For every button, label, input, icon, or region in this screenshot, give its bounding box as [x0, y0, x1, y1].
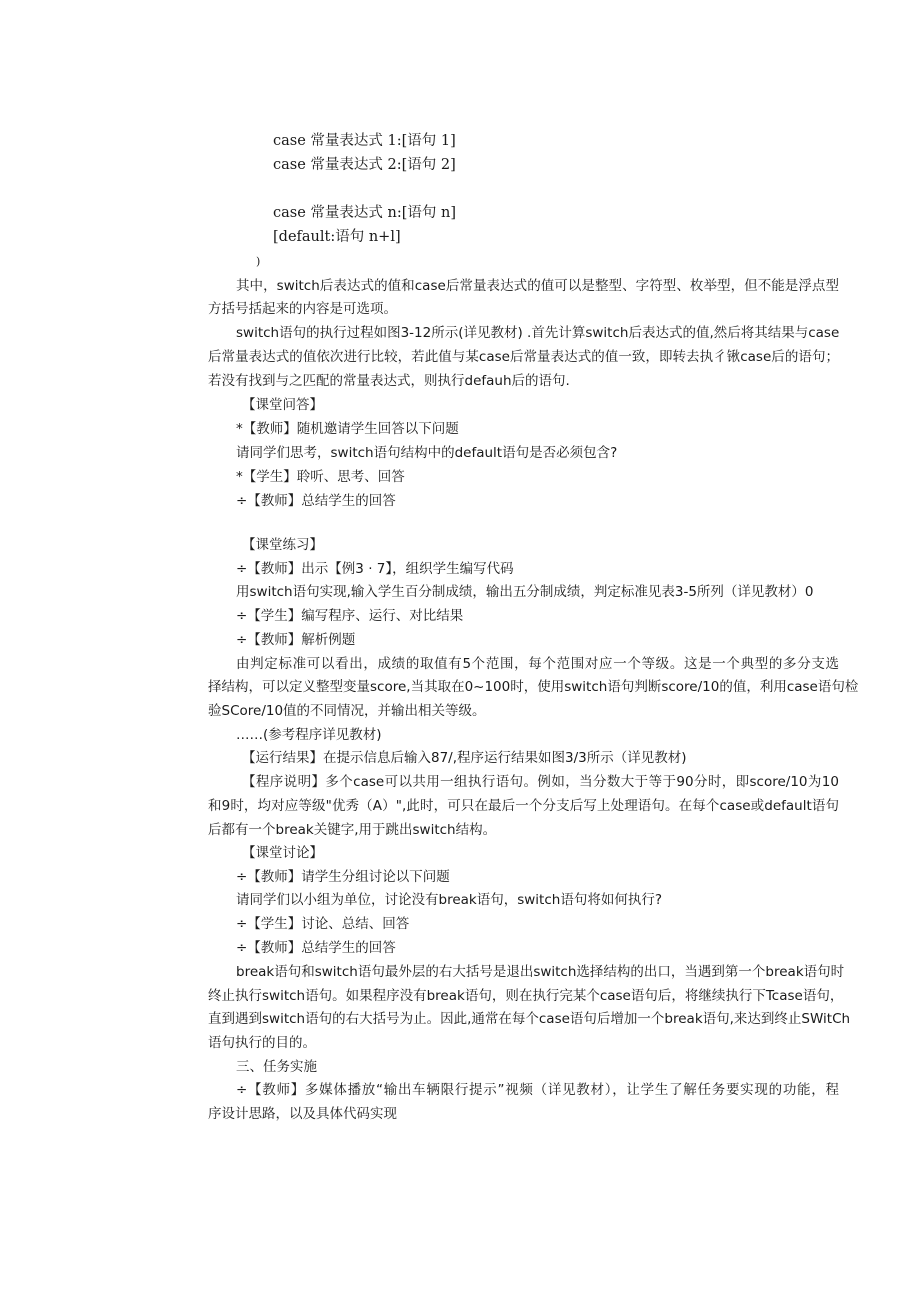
paragraph-line: ……(参考程序详见教材)	[236, 727, 382, 743]
paragraph-line: 后常量表达式的值依次进行比较，若此值与某case后常量表达式的值一致，即转去执彳锹case后的语句；	[208, 349, 839, 365]
paragraph-line: 【运行结果】在提示信息后输入87/,程序运行结果如图3/3所示（详见教材)	[242, 750, 687, 766]
list-item: ÷【教师】总结学生的回答	[236, 940, 396, 956]
paragraph-line: 直到遇到switch语句的右大括号为止。因此,通常在每个case语句后增加一个break语句,来达到终止SWitCh	[208, 1011, 851, 1027]
paragraph-line: 方括号括起来的内容是可选项。	[208, 301, 397, 317]
paragraph-line: 语句执行的目的。	[208, 1035, 316, 1051]
paragraph-line: break语句和switch语句最外层的右大括号是退出switch选择结构的出口，当遇到第一个break语句时	[236, 964, 845, 980]
list-item: ÷【学生】讨论、总结、回答	[236, 916, 410, 932]
paragraph-line: 和9时，均对应等级"优秀（A）",此时，可只在最后一个分支后写上处理语句。在每个case或default语句	[208, 798, 839, 814]
paragraph-line: 终止执行switch语句。如果程序没有break语句，则在执行完某个case语句后，将继续执行下Tcase语句，	[208, 988, 844, 1004]
code-line: case 常量表达式 n:[语句 n]	[273, 205, 456, 221]
paragraph-line: 【程序说明】多个case可以共用一组执行语句。例如，当分数大于等于90分时，即score/10为10	[242, 774, 839, 790]
paragraph-line: 其中，switch后表达式的值和case后常量表达式的值可以是整型、字符型、枚举型，但不能是浮点型	[236, 278, 839, 294]
paragraph-line: 由判定标准可以看出，成绩的取值有5个范围，每个范围对应一个等级。这是一个典型的多分支选	[236, 656, 839, 672]
section-heading: 【课堂讨论】	[242, 845, 323, 861]
code-line: [default:语句 n+l]	[273, 229, 401, 245]
list-item: ÷【教师】多媒体播放“输出车辆限行提示”视频（详见教材），让学生了解任务要实现的功能，程	[236, 1082, 839, 1098]
list-item: *【学生】聆听、思考、回答	[236, 469, 405, 485]
code-closing-bracket: )	[256, 255, 261, 268]
list-item: ÷【教师】解析例题	[236, 632, 356, 648]
paragraph-line: 验SCore/10值的不同情况，并输出相关等级。	[208, 703, 486, 719]
code-line: case 常量表达式 1:[语句 1]	[273, 133, 456, 149]
section-heading: 【课堂练习】	[242, 537, 323, 553]
code-line: case 常量表达式 2:[语句 2]	[273, 157, 456, 173]
list-item: ÷【教师】总结学生的回答	[236, 493, 396, 509]
paragraph-line: 序设计思路，以及具体代码实现	[208, 1106, 397, 1122]
section-heading: 【课堂问答】	[242, 397, 323, 413]
paragraph-line: 用switch语句实现,输入学生百分制成绩，输出五分制成绩，判定标准见表3-5所列（详见教材）0	[236, 584, 814, 600]
section-heading: 三、任务实施	[236, 1059, 317, 1075]
paragraph-line: 请同学们思考，switch语句结构中的default语句是否必须包含?	[236, 445, 618, 461]
paragraph-line: 若没有找到与之匹配的常量表达式，则执行defauh后的语句.	[208, 373, 570, 389]
list-item: ÷【教师】请学生分组讨论以下问题	[236, 869, 450, 885]
paragraph-line: 请同学们以小组为单位，讨论没有break语句，switch语句将如何执行?	[236, 892, 662, 908]
paragraph-line: 择结构，可以定义整型变量score,当其取在0~100时，使用switch语句判断score/10的值，利用case语句检	[208, 679, 859, 695]
list-item: *【教师】随机邀请学生回答以下问题	[236, 421, 459, 437]
paragraph-line: switch语句的执行过程如图3-12所示(详见教材) .首先计算switch后表达式的值,然后将其结果与case	[236, 325, 840, 341]
list-item: ÷【学生】编写程序、运行、对比结果	[236, 608, 464, 624]
list-item: ÷【教师】出示【例3 · 7】，组织学生编写代码	[236, 561, 514, 577]
paragraph-line: 后都有一个break关键字,用于跳出switch结构。	[208, 822, 497, 838]
